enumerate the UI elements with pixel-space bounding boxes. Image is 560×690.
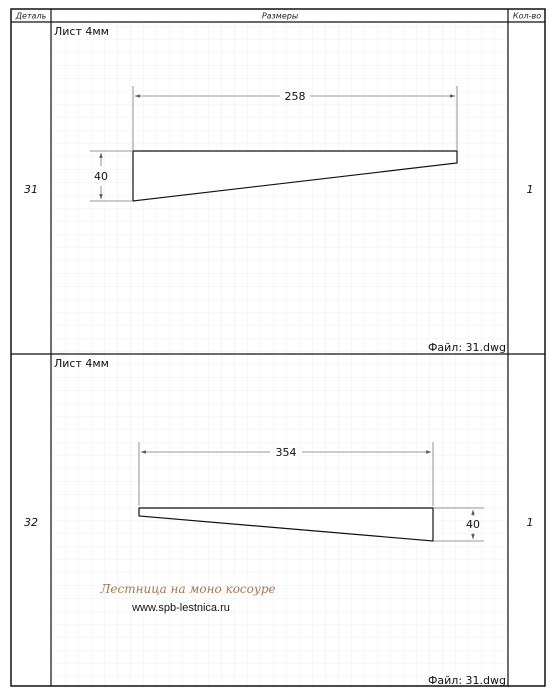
part-number: 32 — [24, 516, 38, 529]
header-qty: Кол-во — [512, 11, 542, 21]
file-label: Файл: 31.dwg — [427, 341, 506, 354]
part-number: 31 — [24, 183, 38, 196]
height-dimension: 40 — [94, 170, 108, 183]
width-dimension: 258 — [284, 90, 306, 103]
material-label: Лист 4мм — [54, 357, 109, 370]
header-sizes: Размеры — [261, 11, 299, 21]
quantity: 1 — [526, 516, 534, 529]
file-label: Файл: 31.dwg — [427, 674, 506, 687]
watermark-title: Лестница на моно косоуре — [100, 582, 276, 596]
header-part: Деталь — [15, 11, 47, 21]
watermark-url[interactable]: www.spb-lestnica.ru — [132, 602, 230, 614]
height-dimension: 40 — [466, 518, 480, 531]
material-label: Лист 4мм — [54, 25, 109, 38]
quantity: 1 — [526, 183, 534, 196]
width-dimension: 354 — [275, 446, 297, 459]
